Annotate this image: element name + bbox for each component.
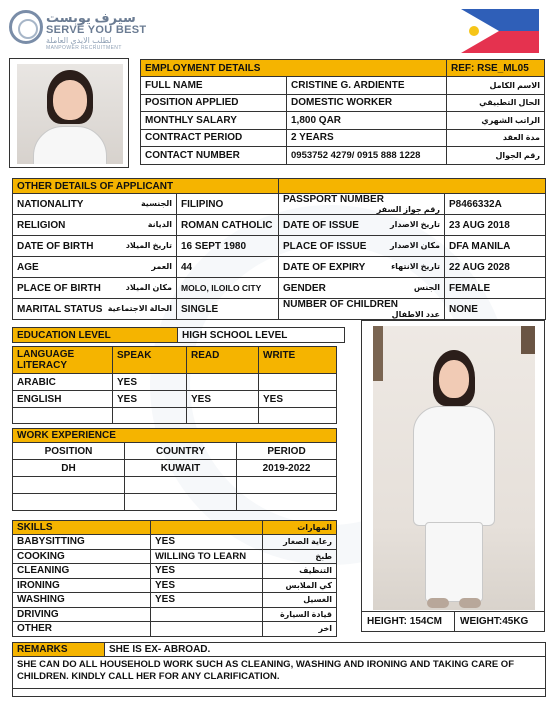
contact-label: CONTACT NUMBER (141, 147, 287, 165)
full-name-label: FULL NAME (141, 77, 287, 95)
skill-value: YES (151, 578, 263, 593)
marital-status-label: MARITAL STATUS (17, 303, 103, 315)
remarks-label: REMARKS (13, 643, 105, 657)
religion-label-ar: الديانة (147, 219, 172, 229)
brand-tagline-en: MANPOWER RECRUITMENT (46, 45, 122, 51)
skill-name-ar: اخر (318, 624, 332, 634)
speak-header: SPEAK (113, 347, 187, 374)
salary-value: 1,800 QAR (287, 112, 447, 130)
nationality-label: NATIONALITY (17, 198, 84, 210)
passport-label: PASSPORT NUMBER (283, 194, 384, 205)
brand-tagline-ar: لطلب الايدي العاملة (46, 36, 112, 45)
age-label-ar: العمر (151, 261, 172, 271)
skill-value: YES (151, 593, 263, 608)
skill-name-ar: الغسيل (303, 595, 332, 605)
religion-value: ROMAN CATHOLIC (177, 215, 279, 236)
language-name (13, 408, 113, 424)
work-country: KUWAIT (125, 460, 237, 477)
birth-place-label-ar: مكان الميلاد (125, 282, 172, 292)
contact-label-ar: رقم الجوال (495, 150, 540, 160)
skill-value: WILLING TO LEARN (151, 549, 263, 564)
education-value: HIGH SCHOOL LEVEL (178, 328, 345, 343)
skill-name: IRONING (13, 578, 151, 593)
gender-label-ar: الجنس (413, 282, 441, 292)
skill-value (151, 607, 263, 622)
language-name: ENGLISH (13, 391, 113, 408)
language-speak: YES (113, 391, 187, 408)
skills-header: SKILLS (13, 521, 151, 535)
marital-status-value: SINGLE (177, 299, 279, 320)
read-header: READ (187, 347, 259, 374)
applicant-portrait-frame (9, 58, 129, 168)
issue-place-label: PLACE OF ISSUE (283, 240, 367, 252)
children-label-ar: عدد الاطفال (391, 310, 441, 319)
contract-label-ar: مدة العقد (502, 133, 540, 143)
gender-label: GENDER (283, 282, 326, 294)
issue-date-value: 23 AUG 2018 (445, 215, 546, 236)
work-period-header: PERIOD (237, 443, 337, 460)
education-table (12, 327, 345, 343)
language-header: LANGUAGE LITERACY (13, 347, 113, 374)
issue-date-label-ar: تاريخ الاصدار (390, 219, 441, 229)
birth-place-label: PLACE OF BIRTH (17, 282, 101, 294)
brand-name-en: SERVE YOU BEST (46, 24, 147, 36)
age-value: 44 (177, 257, 279, 278)
brand-name-ar: سيرف يوبست (46, 10, 136, 25)
height-value: HEIGHT: 154CM (367, 616, 443, 627)
language-write: YES (259, 391, 337, 408)
language-speak: YES (113, 374, 187, 391)
full-name-label-ar: الاسم الكامل (489, 80, 540, 90)
religion-label: RELIGION (17, 219, 66, 231)
issue-date-label: DATE OF ISSUE (283, 219, 359, 231)
work-experience-header: WORK EXPERIENCE (13, 429, 337, 443)
remarks-body-line-2: CHILDREN. KINDLY CALL HER FOR ANY CLARIFICATION. (17, 671, 280, 682)
reference-number: REF: RSE_ML05 (447, 60, 545, 77)
applicant-details-header: OTHER DETAILS OF APPLICANT (13, 179, 279, 194)
applicant-full-body-frame (361, 320, 545, 632)
position-label-ar: الحال التطبيقي (479, 98, 540, 108)
gender-value: FEMALE (445, 278, 546, 299)
expiry-date-label: DATE OF EXPIRY (283, 261, 366, 273)
skill-name: CLEANING (13, 564, 151, 579)
applicant-details-table (12, 178, 546, 320)
skills-table (12, 520, 337, 637)
skill-name: OTHER (13, 622, 151, 637)
work-country (125, 477, 237, 494)
salary-label: MONTHLY SALARY (141, 112, 287, 130)
work-experience-table (12, 428, 337, 511)
work-position-header: POSITION (13, 443, 125, 460)
nationality-value: FILIPINO (177, 194, 279, 215)
language-table (12, 346, 337, 424)
company-logo-icon (9, 10, 43, 44)
issue-place-value: DFA MANILA (445, 236, 546, 257)
skills-header-ar: المهارات (297, 523, 332, 532)
children-value: NONE (445, 299, 546, 320)
birth-date-label-ar: تاريخ الميلاد (125, 240, 172, 250)
write-header: WRITE (259, 347, 337, 374)
expiry-date-label-ar: تاريخ الانتهاء (391, 261, 441, 271)
skill-name: BABYSITTING (13, 535, 151, 550)
expiry-date-value: 22 AUG 2028 (445, 257, 546, 278)
issue-place-label-ar: مكان الاصدار (389, 240, 441, 250)
position-value: DOMESTIC WORKER (287, 94, 447, 112)
remarks-headline: SHE IS EX- ABROAD. (105, 643, 546, 657)
skill-name-ar: رعاية الصغار (283, 537, 332, 547)
work-period (237, 494, 337, 511)
employment-details-table (140, 59, 545, 165)
language-speak (113, 408, 187, 424)
language-read (187, 408, 259, 424)
contract-label: CONTRACT PERIOD (141, 129, 287, 147)
work-country-header: COUNTRY (125, 443, 237, 460)
remarks-body-line-1: SHE CAN DO ALL HOUSEHOLD WORK SUCH AS CLEANING, WASHING AND IRONING AND TAKING CARE OF (17, 659, 514, 670)
language-read: YES (187, 391, 259, 408)
skill-name-ar: طبخ (315, 551, 332, 561)
birth-place-value: MOLO, ILOILO CITY (177, 278, 279, 299)
work-period (237, 477, 337, 494)
education-label: EDUCATION LEVEL (13, 328, 178, 343)
employment-header: EMPLOYMENT DETAILS (141, 60, 447, 77)
skills-header-fill (151, 521, 263, 535)
weight-value: WEIGHT:45KG (460, 616, 529, 627)
language-read (187, 374, 259, 391)
language-name: ARABIC (13, 374, 113, 391)
contact-value: 0953752 4279/ 0915 888 1228 (287, 147, 447, 165)
applicant-full-body-photo (373, 326, 535, 610)
full-name-value: CRISTINE G. ARDIENTE (287, 77, 447, 95)
age-label: AGE (17, 261, 39, 273)
language-write (259, 408, 337, 424)
remarks-table (12, 642, 546, 697)
work-period: 2019-2022 (237, 460, 337, 477)
skill-value: YES (151, 535, 263, 550)
philippines-flag-icon (461, 9, 539, 53)
skill-name: COOKING (13, 549, 151, 564)
contract-value: 2 YEARS (287, 129, 447, 147)
applicant-portrait-photo (17, 64, 123, 164)
skill-name: DRIVING (13, 607, 151, 622)
work-position: DH (13, 460, 125, 477)
passport-label-ar: رقم جواز السفر (376, 205, 441, 214)
skill-name-ar: كي الملابس (285, 580, 332, 590)
birth-date-value: 16 SEPT 1980 (177, 236, 279, 257)
skill-name: WASHING (13, 593, 151, 608)
skill-name-ar: التنظيف (299, 566, 332, 576)
work-position (13, 477, 125, 494)
position-label: POSITION APPLIED (141, 94, 287, 112)
skill-value: YES (151, 564, 263, 579)
nationality-label-ar: الجنسية (140, 198, 172, 208)
passport-value: P8466332A (445, 194, 546, 215)
marital-status-label-ar: الحالة الاجتماعية (107, 303, 172, 313)
language-write (259, 374, 337, 391)
skill-value (151, 622, 263, 637)
skill-name-ar: قيادة السيارة (279, 609, 332, 619)
children-label: NUMBER OF CHILDREN (283, 299, 399, 310)
work-country (125, 494, 237, 511)
applicant-header-fill (279, 179, 546, 194)
work-position (13, 494, 125, 511)
remarks-blank-row (13, 689, 546, 697)
salary-label-ar: الراتب الشهري (481, 115, 540, 125)
birth-date-label: DATE OF BIRTH (17, 240, 94, 252)
